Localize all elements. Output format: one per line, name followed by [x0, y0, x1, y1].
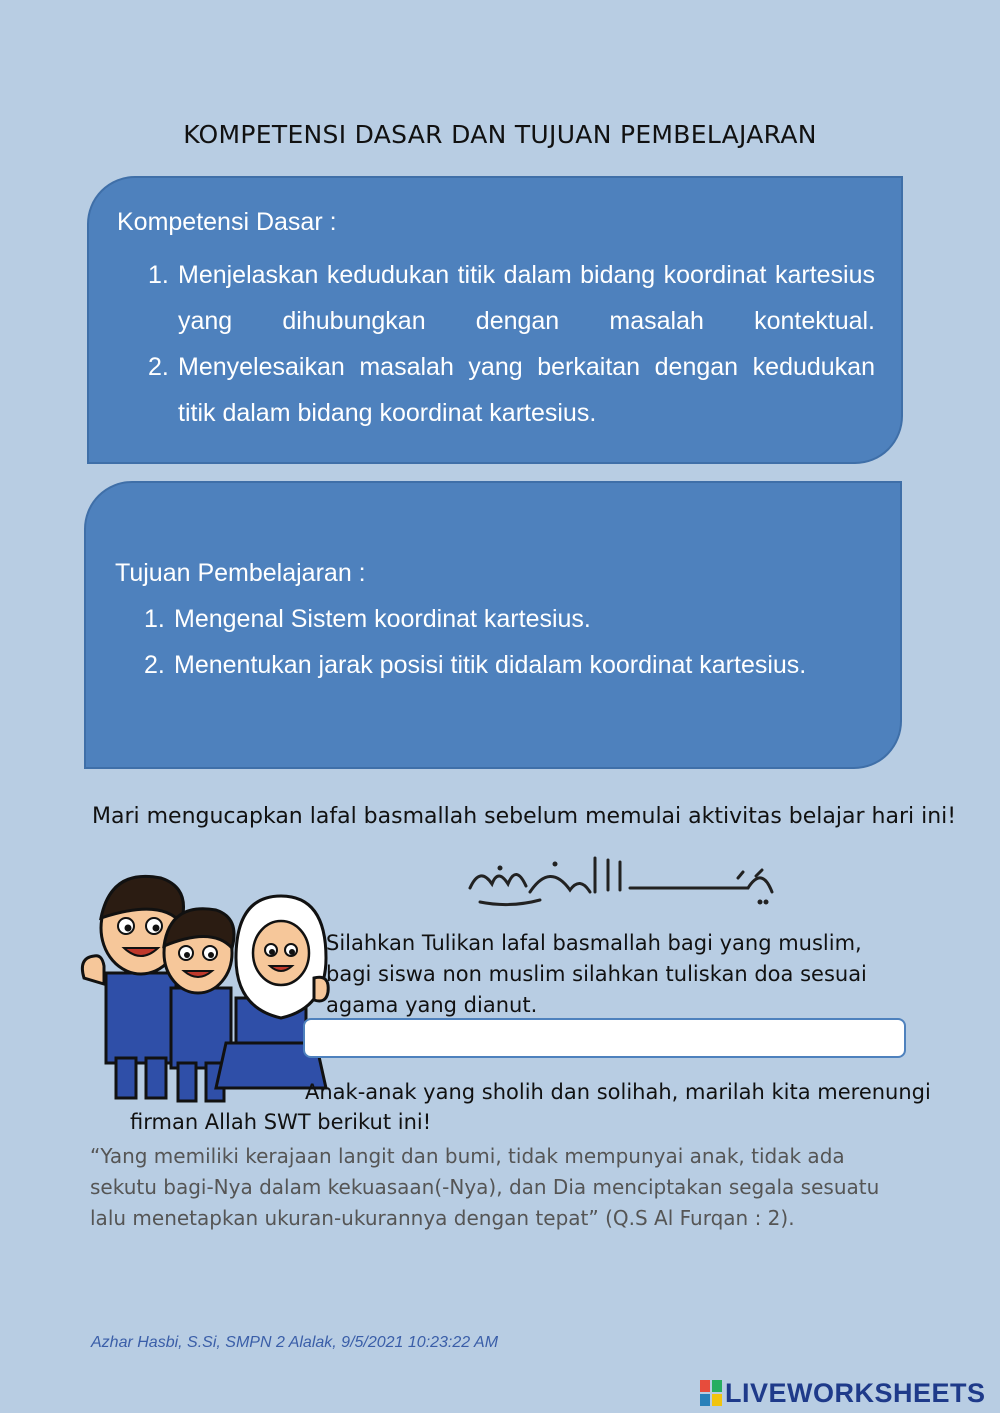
list-number: 1. [148, 261, 169, 289]
list-number: 2. [144, 651, 165, 679]
students-illustration [76, 868, 334, 1106]
quran-quote: “Yang memiliki kerajaan langit dan bumi, tidak mempunyai anak, tidak ada sekutu bagi-Nya dalam kekuasaan(-Nya), dan Dia menciptakan segala sesuatu lalu menetapkan ukuran-ukurannya dengan tepat” (Q.S Al Furqan : 2). [90, 1144, 880, 1230]
list-item [148, 344, 875, 436]
liveworksheets-icon [700, 1380, 722, 1406]
tujuan-pembelajaran-list [144, 596, 874, 688]
list-text: Menjelaskan kedudukan titik dalam bidang koordinat kartesius yang dihubungkan dengan masalah kontektual. [178, 261, 875, 335]
author-footer: Azhar Hasbi, S.Si, SMPN 2 Alalak, 9/5/2021 10:23:22 AM [91, 1334, 499, 1351]
tujuan-pembelajaran-panel [84, 481, 902, 769]
reflection-line-2: firman Allah SWT berikut ini! [130, 1110, 432, 1134]
instruction-text: Silahkan Tulikan lafal basmallah bagi yang muslim, bagi siswa non muslim silahkan tuliskan doa sesuai agama yang dianut. [326, 931, 867, 1017]
tujuan-pembelajaran-heading: Tujuan Pembelajaran : [115, 559, 366, 587]
kompetensi-dasar-list [148, 252, 875, 436]
list-text: Menyelesaikan masalah yang berkaitan dengan kedudukan titik dalam bidang koordinat kartesius. [178, 353, 875, 427]
list-item [148, 252, 875, 344]
basmallah-calligraphy [460, 848, 780, 912]
page-title: KOMPETENSI DASAR DAN TUJUAN PEMBELAJARAN [183, 120, 817, 149]
list-item [144, 642, 874, 688]
reflection-line-1: Anak-anak yang sholih dan solihah, marilah kita merenungi [305, 1080, 931, 1104]
list-text: Menentukan jarak posisi titik didalam koordinat kartesius. [174, 651, 807, 679]
liveworksheets-logo[interactable] [700, 1376, 986, 1410]
basmallah-answer-input[interactable] [303, 1018, 906, 1058]
liveworksheets-wordmark: LIVEWORKSHEETS [725, 1377, 986, 1408]
list-number: 2. [148, 353, 169, 381]
kompetensi-dasar-panel [87, 176, 903, 464]
kompetensi-dasar-heading: Kompetensi Dasar : [117, 208, 337, 236]
list-text: Mengenal Sistem koordinat kartesius. [174, 605, 591, 633]
list-item [144, 596, 874, 642]
basmallah-call-text: Mari mengucapkan lafal basmallah sebelum memulai aktivitas belajar hari ini! [92, 804, 957, 829]
list-number: 1. [144, 605, 165, 633]
